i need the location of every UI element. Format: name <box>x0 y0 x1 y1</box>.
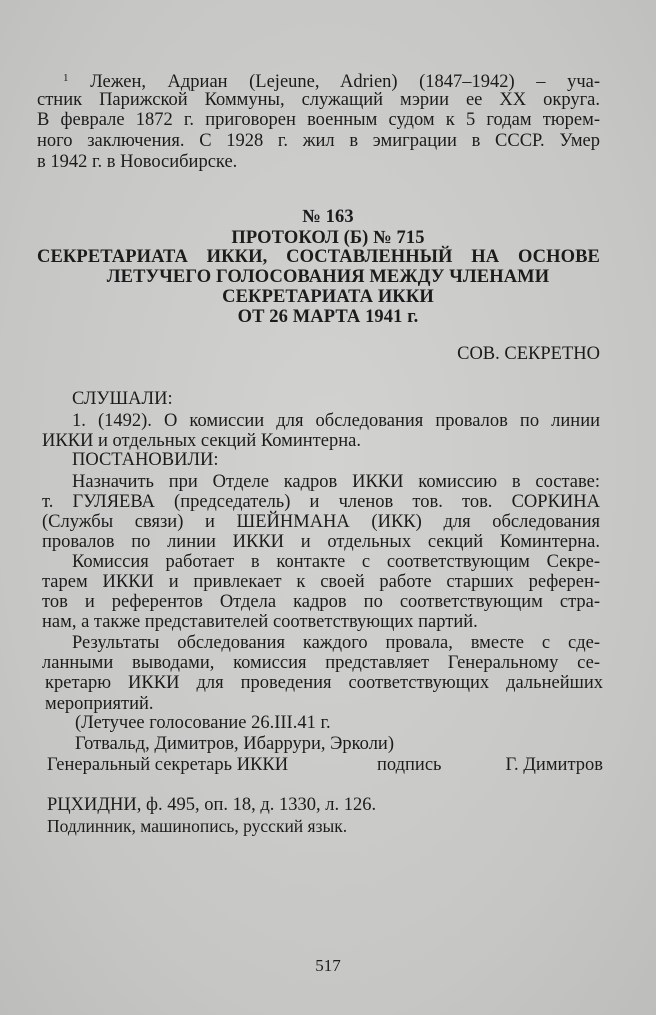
heard-label: СЛУШАЛИ: <box>72 389 173 409</box>
footnote-marker: 1 <box>63 72 69 84</box>
footnote-text: Лежен, Адриан (Lejeune, Adrien) (1847–1942) – уча- <box>90 72 600 92</box>
document-number: № 163 <box>302 207 354 227</box>
document-type-note: Подлинник, машинопись, русский язык. <box>47 816 348 836</box>
classification-stamp: СОВ. СЕКРЕТНО <box>457 344 600 364</box>
body-line: Комиссия работает в контакте с соответствующим Секре- <box>72 552 600 572</box>
heading-date: ОТ 26 МАРТА 1941 г. <box>237 307 419 327</box>
footnote-line <box>63 67 600 92</box>
body-line: (Службы связи) и ШЕЙНМАНА (ИКК) для обследования <box>42 512 600 532</box>
signature-name: Г. Димитров <box>505 755 603 775</box>
page-number: 517 <box>315 956 341 975</box>
body-line: т. ГУЛЯЕВА (председатель) и членов тов. тов. СОРКИНА <box>42 492 600 512</box>
body-line: провалов по линии ИККИ и отдельных секций Коминтерна. <box>42 532 600 552</box>
body-line: мероприятий. <box>45 694 154 714</box>
resolved-label: ПОСТАНОВИЛИ: <box>72 450 219 470</box>
heading-line: ПРОТОКОЛ (Б) № 715 <box>231 228 425 248</box>
body-line: ланными выводами, комиссия представляет Генеральному се- <box>42 653 600 673</box>
body-line: Назначить при Отделе кадров ИККИ комиссию в составе: <box>72 472 600 492</box>
vote-note: Готвальд, Димитров, Ибаррури, Эрколи) <box>75 734 394 754</box>
heading-line: ЛЕТУЧЕГО ГОЛОСОВАНИЯ МЕЖДУ ЧЛЕНАМИ <box>106 267 550 287</box>
signature-mark: подпись <box>377 755 442 775</box>
body-line: Результаты обследования каждого провала, вместе с сде- <box>72 633 600 653</box>
footnote-line: ного заключения. С 1928 г. жил в эмиграции в СССР. Умер <box>37 131 600 151</box>
vote-note: (Летучее голосование 26.III.41 г. <box>75 713 331 733</box>
heading-line: СЕКРЕТАРИАТА ИККИ, СОСТАВЛЕННЫЙ НА ОСНОВЕ <box>37 247 600 267</box>
footnote-line: В феврале 1872 г. приговорен военным судом к 5 годам тюрем- <box>37 110 600 130</box>
body-line: тов и референтов Отдела кадров по соответствующим стра- <box>42 592 600 612</box>
body-line: ИККИ и отдельных секций Коминтерна. <box>42 431 361 451</box>
footnote-line: стник Парижской Коммуны, служащий мэрии ее XX округа. <box>37 90 600 110</box>
body-line: нам, а также представителей соответствующих партий. <box>42 612 478 632</box>
heading-line: СЕКРЕТАРИАТА ИККИ <box>222 287 434 307</box>
body-line: кретарю ИККИ для проведения соответствующих дальнейших <box>45 673 603 693</box>
signature-title: Генеральный секретарь ИККИ <box>47 755 289 775</box>
archive-reference: РЦХИДНИ, ф. 495, оп. 18, д. 1330, л. 126. <box>47 795 377 815</box>
footnote-line: в 1942 г. в Новосибирске. <box>37 152 238 172</box>
body-line: тарем ИККИ и привлекает к своей работе старших референ- <box>42 572 600 592</box>
body-line: 1. (1492). О комиссии для обследования провалов по линии <box>72 411 600 431</box>
